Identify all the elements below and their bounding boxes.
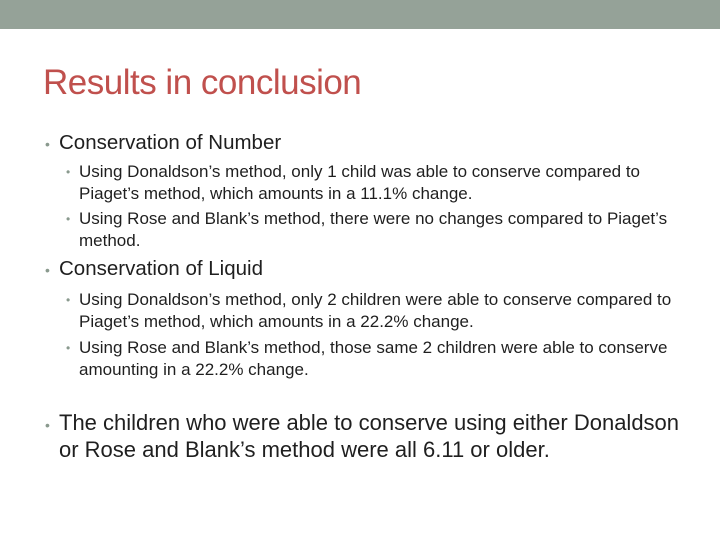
bullet-children-age-conclusion xyxy=(45,410,699,463)
sub-bullet-liquid-donaldson xyxy=(66,289,689,332)
sub-bullet-liquid-rose-blank xyxy=(66,337,689,380)
sub-bullet-text: Using Rose and Blank’s method, those same 2 children were able to conserve amounting in a 22.2% change. xyxy=(79,338,668,379)
bullet-icon: • xyxy=(66,212,71,226)
bullet-icon: • xyxy=(45,417,50,433)
slide-title: Results in conclusion xyxy=(43,63,362,102)
bullet-icon: • xyxy=(66,341,71,355)
bullet-icon: • xyxy=(45,136,50,152)
bullet-conservation-of-number xyxy=(45,130,699,156)
bullet-text: The children who were able to conserve using either Donaldson or Rose and Blank’s method were all 6.11 or older. xyxy=(59,410,680,462)
sub-bullet-text: Using Rose and Blank’s method, there were no changes compared to Piaget’s method. xyxy=(79,209,668,250)
sub-bullet-number-rose-blank xyxy=(66,208,689,251)
sub-bullet-number-donaldson xyxy=(66,161,689,204)
sub-bullet-text: Using Donaldson’s method, only 2 children were able to conserve compared to Piaget’s method, which amounts in a 22.2% change. xyxy=(79,290,672,331)
bullet-conservation-of-liquid xyxy=(45,256,699,282)
bullet-text: Conservation of Number xyxy=(59,131,282,154)
bullet-text: Conservation of Liquid xyxy=(59,257,263,280)
sub-bullet-text: Using Donaldson’s method, only 1 child was able to conserve compared to Piaget’s method, which amounts in a 11.1% change. xyxy=(79,162,640,203)
bullet-icon: • xyxy=(66,165,71,179)
bullet-icon: • xyxy=(45,262,50,278)
bullet-icon: • xyxy=(66,293,71,307)
top-accent-bar xyxy=(0,0,720,29)
